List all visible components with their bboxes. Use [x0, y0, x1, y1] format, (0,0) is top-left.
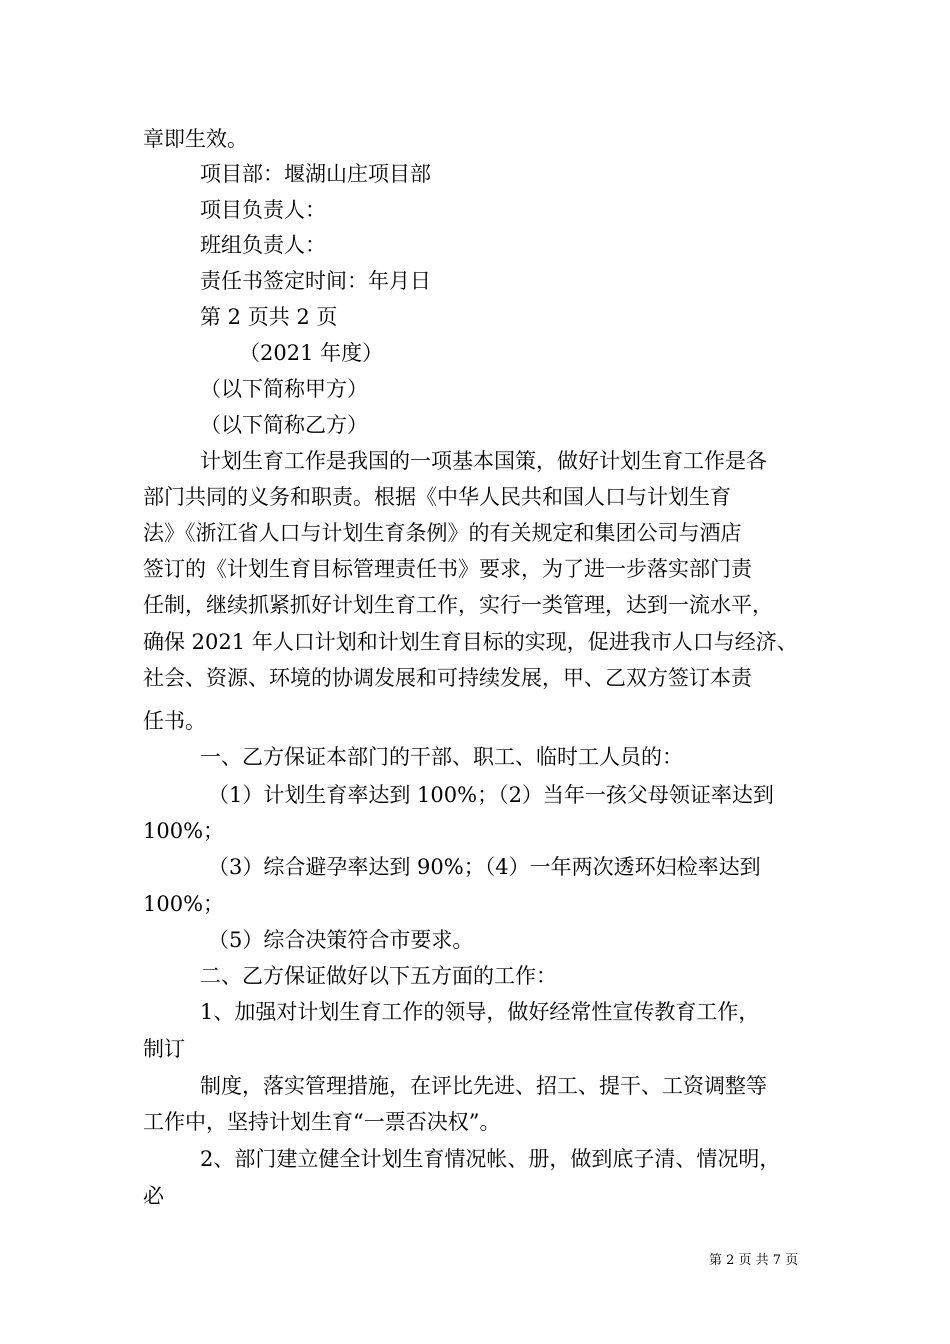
text-line: 第 2 页共 2 页: [200, 305, 338, 329]
text-line: 确保 2021 年人口计划和计划生育目标的实现，促进我市人口与经济、: [143, 630, 798, 654]
text-line: 社会、资源、环境的协调发展和可持续发展，甲、乙双方签订本责: [143, 666, 752, 690]
text-line: 章即生效。: [143, 127, 248, 151]
text-line: 100%；: [143, 892, 225, 916]
text-line: 法》《浙江省人口与计划生育条例》的有关规定和集团公司与酒店: [143, 521, 742, 545]
text-line: （以下简称甲方）: [200, 377, 368, 401]
text-line: （5）综合决策符合市要求。: [208, 928, 474, 952]
text-line: 班组负责人：: [200, 233, 326, 257]
text-line: 制度，落实管理措施，在评比先进、招工、提干、工资调整等: [200, 1074, 767, 1098]
text-line: 工作中，坚持计划生育“一票否决权”。: [143, 1110, 501, 1134]
text-line: 计划生育工作是我国的一项基本国策，做好计划生育工作是各: [200, 449, 767, 473]
text-line: 部门共同的义务和职责。根据《中华人民共和国人口与计划生育: [143, 485, 731, 509]
page-footer: 第 2 页 共 7 页: [709, 1253, 799, 1268]
text-line: 2、部门建立健全计划生育情况帐、册，做到底子清、情况明，: [200, 1147, 781, 1171]
text-line: （2021 年度）: [239, 341, 384, 365]
text-line: 项目部：堰湖山庄项目部: [200, 162, 431, 186]
text-line: 必: [143, 1184, 164, 1208]
text-line: 任书。: [143, 709, 206, 733]
text-line: （3）综合避孕率达到 90%；（4）一年两次透环妇检率达到: [208, 855, 761, 879]
text-line: 项目负责人：: [200, 198, 326, 222]
text-line: 签订的《计划生育目标管理责任书》要求，为了进一步落实部门责: [143, 557, 752, 581]
text-line: 任制，继续抓紧抓好计划生育工作，实行一类管理，达到一流水平，: [143, 593, 773, 617]
text-line: 制订: [143, 1037, 185, 1061]
text-line: （1）计划生育率达到 100%；（2）当年一孩父母领证率达到: [208, 783, 774, 807]
text-line: 责任书签定时间：年月日: [200, 269, 431, 293]
text-line: （以下简称乙方）: [200, 413, 368, 437]
text-line: 1、加强对计划生育工作的领导，做好经常性宣传教育工作，: [200, 1000, 760, 1024]
text-line: 100%；: [143, 819, 225, 843]
text-line: 一、乙方保证本部门的干部、职工、临时工人员的：: [200, 745, 683, 769]
text-line: 二、乙方保证做好以下五方面的工作：: [200, 964, 557, 988]
